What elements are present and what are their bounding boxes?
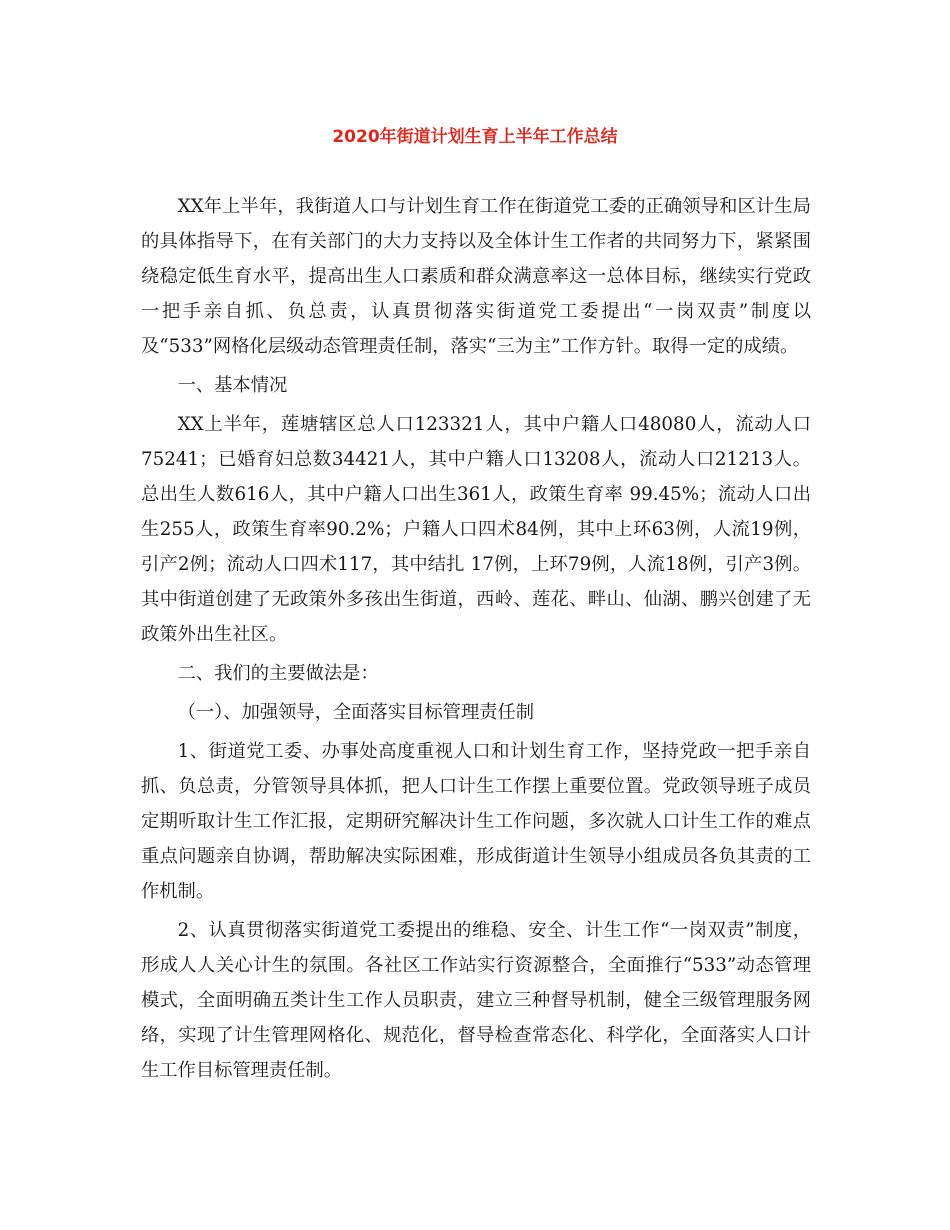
document-title: 2020年街道计划生育上半年工作总结 [332, 127, 618, 147]
paragraph-item-1: 1、街道党工委、办事处高度重视人口和计划生育工作，坚持党政一把手亲自抓、负总责，分管领导具体抓，把人口计生工作摆上重要位置。党政领导班子成员定期听取计生工作汇报，定期研究解决计生工作问题，多次就人口计生工作的难点重点问题亲自协调，帮助解决实际困难，形成街道计生领导小组成员各负其责的工作机制。 [141, 741, 811, 902]
paragraph-item-2: 2、认真贯彻落实街道党工委提出的维稳、安全、计生工作“一岗双责”制度，形成人人关心计生的氛围。各社区工作站实行资源整合，全面推行“533”动态管理模式，全面明确五类计生工作人员职责，建立三种督导机制，健全三级管理服务网络，实现了计生管理网格化、规范化，督导检查常态化、科学化，全面落实人口计生工作目标管理责任制。 [141, 920, 811, 1081]
paragraph-statistics: XX上半年，莲塘辖区总人口123321人，其中户籍人口48080人，流动人口75241；已婚育妇总数34421人，其中户籍人口13208人，流动人口21213人。总出生人数616人，其中户籍人口出生361人，政策生育率 99.45%；流动人口出生255人，政策生育率90.2%；户籍人口四术84例，其中上环63例，人流19例，引产2例；流动人口四术117，其中结扎 17例，上环79例，人流18例，引产3例。其中街道创建了无政策外多孩出生街道，西岭、莲花、畔山、仙湖、鹏兴创建了无政策外出生社区。 [141, 414, 811, 645]
section-heading-main-practices: 二、我们的主要做法是： [177, 663, 379, 684]
subsection-heading-leadership: （一）、加强领导，全面落实目标管理责任制 [177, 702, 535, 723]
section-heading-basic-situation: 一、基本情况 [177, 375, 288, 396]
document-body [141, 189, 811, 1092]
paragraph-intro: XX年上半年，我街道人口与计划生育工作在街道党工委的正确领导和区计生局的具体指导下，在有关部门的大力支持以及全体计生工作者的共同努力下，紧紧围绕稳定低生育水平，提高出生人口素质和群众满意率这一总体目标，继续实行党政一把手亲自抓、负总责，认真贯彻落实街道党工委提出“一岗双责”制度以及“533”网格化层级动态管理责任制，落实“三为主”工作方针。取得一定的成绩。 [141, 196, 811, 357]
